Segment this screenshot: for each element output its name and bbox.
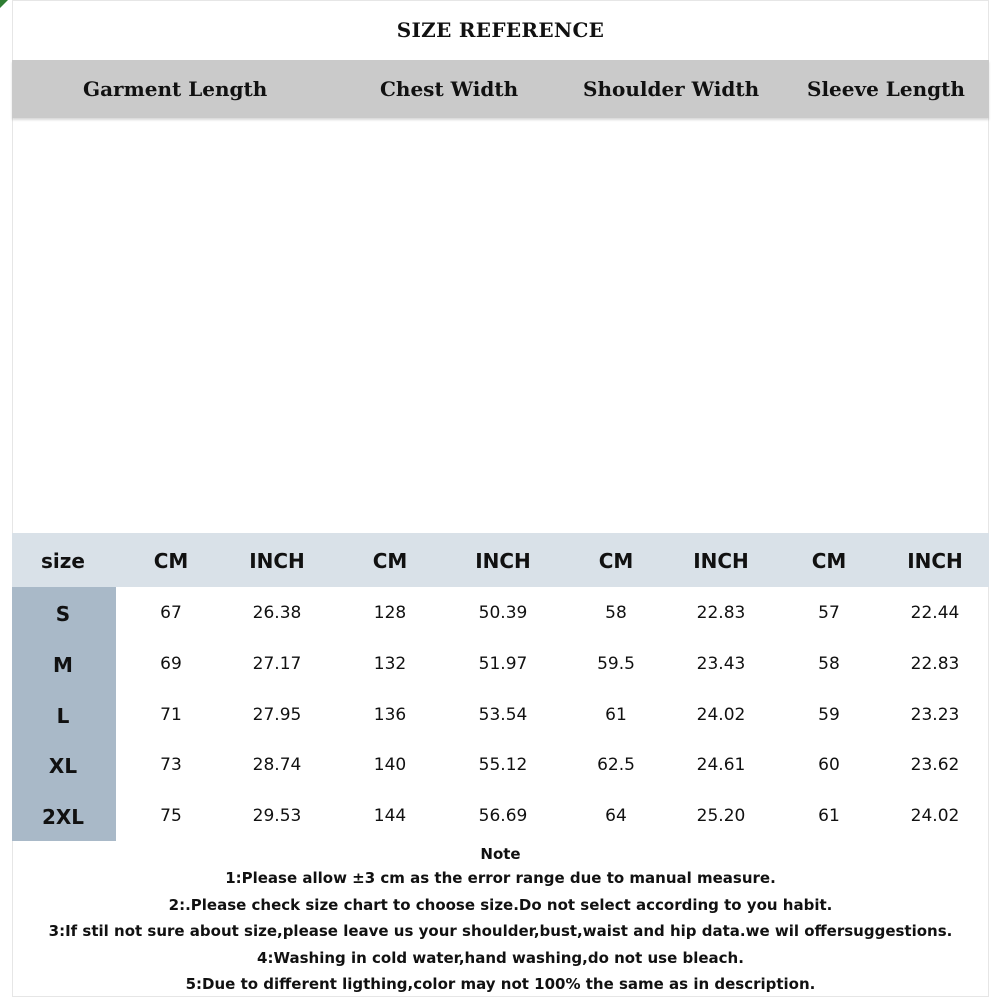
header-cell-unit: INCH [249,549,305,573]
note-item: 5:Due to different ligthing,color may not 100% the same as in description. [185,975,816,994]
notes-section [12,843,989,998]
table-cell: 64 [605,806,627,827]
table-cell: 58 [818,653,840,674]
table-cell: 61 [818,806,840,827]
table-cell: 144 [373,806,407,827]
size-label: S [55,602,71,626]
table-cell: 58 [605,603,627,623]
size-label: M [53,652,73,677]
table-row [12,741,989,791]
table-cell: 27.17 [252,653,302,674]
table-cell: 23.43 [696,653,746,674]
table-cell: 75 [160,806,182,827]
table-cell: 29.53 [252,806,302,827]
table-cell: 61 [605,704,627,725]
header-cell-unit: CM [811,549,847,573]
measurement-label-sleeve-length: Sleeve Length [807,77,965,101]
table-cell: 59.5 [597,653,635,674]
measurement-header [12,60,989,118]
measurement-label-shoulder-width: Shoulder Width [583,77,760,101]
table-cell: 132 [373,653,407,674]
table-cell: 69 [160,653,182,674]
table-cell: 140 [373,755,407,776]
table-cell: 62.5 [597,755,635,776]
table-cell: 136 [373,704,407,725]
size-label: 2XL [41,805,85,830]
table-row [12,589,989,639]
note-item: 4:Washing in cold water,hand washing,do not use bleach. [257,948,744,967]
table-cell: 71 [160,704,182,725]
table-row [12,792,989,842]
table-cell: 23.23 [910,704,960,725]
table-cell: 22.83 [696,603,746,623]
table-cell: 67 [160,603,182,623]
table-cell: 27.95 [252,704,302,725]
header-cell-unit: CM [372,549,408,573]
table-header [12,533,989,587]
table-cell: 28.74 [252,755,302,776]
header-cell-unit: INCH [475,549,531,573]
page-title: SIZE REFERENCE [396,18,605,42]
table-cell: 59 [818,704,840,725]
table-row [12,691,989,741]
table-cell: 24.02 [910,806,960,827]
header-cell-unit: CM [598,549,634,573]
table-cell: 57 [818,603,840,623]
table-cell: 73 [160,755,182,776]
table-cell: 50.39 [478,603,528,623]
table-cell: 22.44 [910,603,960,623]
table-cell: 55.12 [478,755,528,776]
size-label: XL [48,754,78,779]
header-cell-size: size [41,549,85,573]
table-cell: 23.62 [910,755,960,776]
header-cell-unit: INCH [907,549,963,573]
table-cell: 53.54 [478,704,528,725]
table-cell: 56.69 [478,806,528,827]
note-item: 1:Please allow ±3 cm as the error range due to manual measure. [225,869,776,887]
table-cell: 51.97 [478,653,528,674]
header-cell-unit: CM [153,549,189,573]
measurement-label-chest-width: Chest Width [380,77,519,101]
note-title: Note [480,845,521,863]
note-item: 2:.Please check size chart to choose size.Do not select according to you habit. [168,895,833,914]
table-cell: 60 [818,755,840,776]
table-cell: 22.83 [910,653,960,674]
corner-mark [0,0,8,8]
note-item: 3:If stil not sure about size,please leave us your shoulder,bust,waist and hip data.we wil offersuggestions. [48,922,953,941]
table-cell: 25.20 [696,806,746,827]
size-label: L [56,703,70,728]
table-cell: 26.38 [252,603,302,623]
table-cell: 128 [373,603,407,623]
table-cell: 24.61 [696,755,746,776]
table-cell: 24.02 [696,704,746,725]
measurement-label-garment-length: Garment Length [83,77,268,101]
table-row [12,640,989,690]
header-cell-unit: INCH [693,549,749,573]
